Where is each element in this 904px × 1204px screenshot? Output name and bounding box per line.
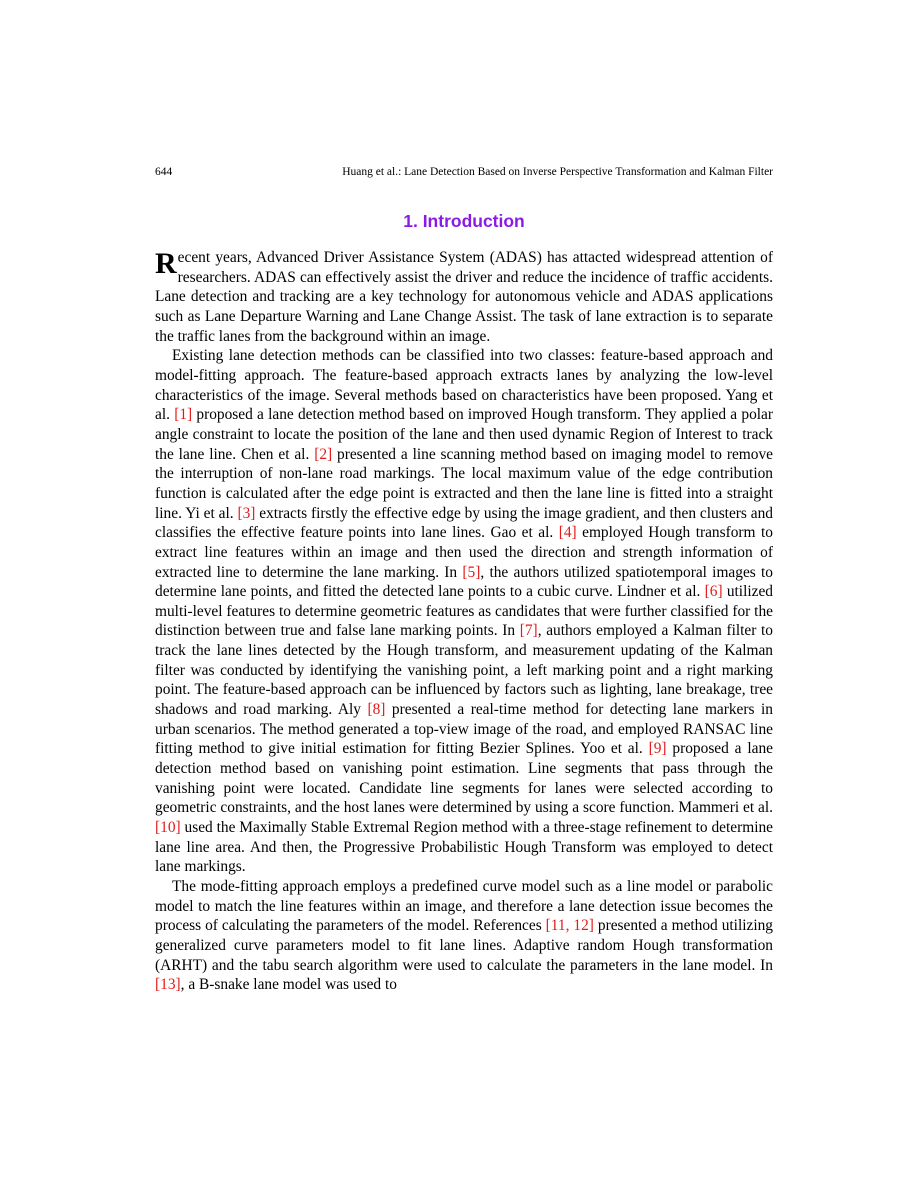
running-header: [155, 164, 773, 180]
citation-link[interactable]: [6]: [704, 583, 723, 601]
citation-link[interactable]: [4]: [558, 524, 577, 542]
citation-link[interactable]: [13]: [155, 976, 181, 994]
section-title: 1. Introduction: [403, 211, 525, 231]
citation-link[interactable]: [7]: [519, 622, 538, 640]
citation-link[interactable]: [8]: [367, 701, 386, 719]
drop-cap: R: [155, 247, 177, 280]
citation-link[interactable]: [10]: [155, 819, 181, 837]
citation-link[interactable]: [3]: [237, 504, 256, 522]
citation-link[interactable]: [1]: [174, 406, 193, 424]
running-title: Huang et al.: Lane Detection Based on Inverse Perspective Transformation and Kalman Filter: [342, 166, 773, 178]
citation-link[interactable]: [11, 12]: [545, 917, 594, 935]
paragraph: The mode-fitting approach employs a predefined curve model such as a line model or parabolic model to match the line features within an image, and therefore a lane detection issue becomes the process of calculating the parameters of the model. References [11, 12] presented a method utilizing generalized curve parameters model to fit lane lines. Adaptive random Hough transformation (ARHT) and the tabu search algorithm were used to calculate the parameters in the lane model. In [13], a B-snake lane model was used to: [155, 878, 774, 994]
citation-link[interactable]: [2]: [314, 445, 333, 463]
paragraph: Recent years, Advanced Driver Assistance System (ADAS) has attacted widespread attention of researchers. ADAS can effectively assist the driver and reduce the incidence of traffic accidents. Lane detection and tracking are a key technology for autonomous vehicle and ADAS applications such as Lane Departure Warning and Lane Change Assist. The task of lane extraction is to separate the traffic lanes from the background within an image.: [155, 247, 773, 345]
citation-link[interactable]: [5]: [462, 563, 481, 581]
page-number: 644: [155, 166, 173, 178]
paragraph: Existing lane detection methods can be classified into two classes: feature-based approach and model-fitting approach. The feature-based approach extracts lanes by analyzing the low-level characteristics of the image. Several methods based on characteristics have been proposed. Yang et al. [1] proposed a lane detection method based on improved Hough transform. They applied a polar angle constraint to locate the position of the lane and then used dynamic Region of Interest to track the lane line. Chen et al. [2] presented a line scanning method based on imaging model to remove the interruption of non-lane road markings. The local maximum value of the edge contribution function is calculated after the edge point is extracted and then the lane line is fitted into a straight line. Yi et al. [3] extracts firstly the effective edge by using the image gradient, and then clusters and classifies the effective feature points into lane lines. Gao et al. [4] employed Hough transform to extract line features within an image and then used the direction and strength information of extracted line to determine the lane marking. In [5], the authors utilized spatiotemporal images to determine lane points, and fitted the detected lane points to a cubic curve. Lindner et al. [6] utilized multi-level features to determine geometric features as candidates that were further classified for the distinction between true and false lane marking points. In [7], authors employed a Kalman filter to track the lane lines detected by the Hough transform, and measurement updating of the Kalman filter was conducted by identifying the vanishing point, a left marking point and a right marking point. The feature-based approach can be influenced by factors such as lighting, lane breakage, tree shadows and road marking. Aly [8] presented a real-time method for detecting lane markers in urban scenarios. The method generated a top-view image of the road, and employed RANSAC line fitting method to give initial estimation for fitting Bezier Splines. Yoo et al. [9] proposed a lane detection method based on vanishing point estimation. Line segments that pass through the vanishing point were located. Candidate line segments for lanes were selected according to geometric constraints, and the host lanes were determined by using a score function. Mammeri et al. [10] used the Maximally Stable Extremal Region method with a three-stage refinement to determine lane line area. And then, the Progressive Probabilistic Hough Transform was employed to detect lane markings.: [155, 347, 774, 876]
citation-link[interactable]: [9]: [648, 740, 667, 758]
article-body: [155, 248, 773, 995]
